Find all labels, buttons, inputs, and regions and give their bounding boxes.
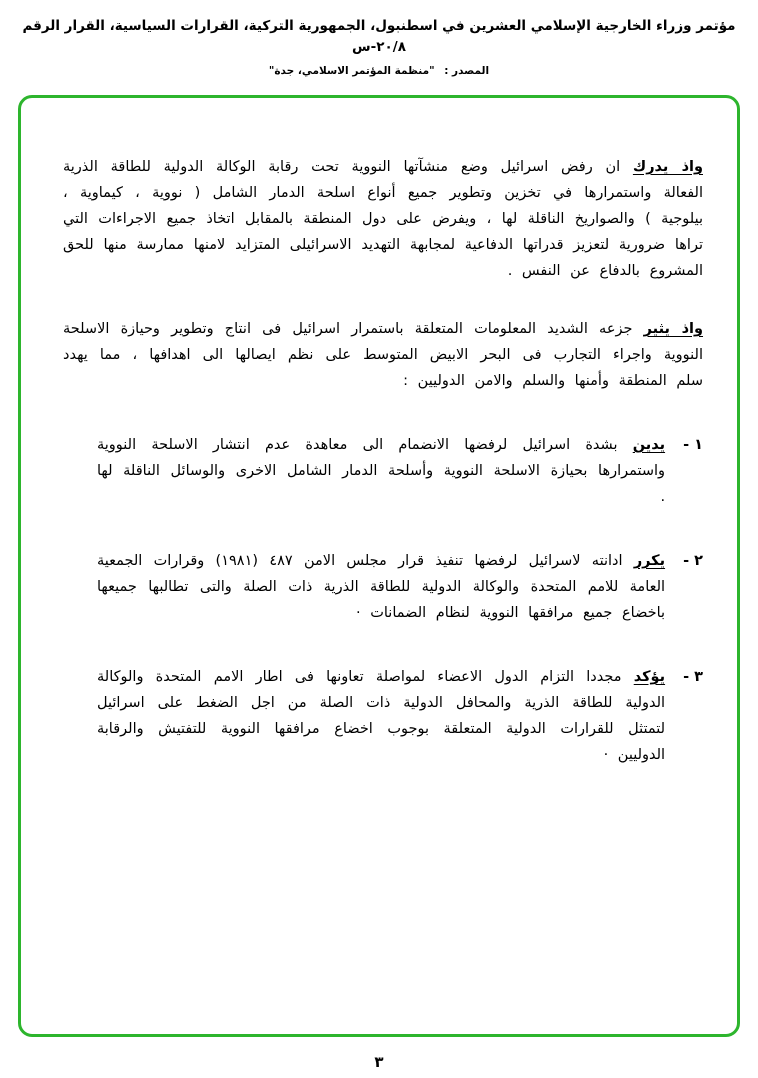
preamble-paragraph-2	[63, 316, 703, 394]
content-frame	[18, 95, 740, 1037]
item-text	[63, 664, 665, 768]
item-lead-word: يكرر	[633, 552, 666, 569]
header-source	[10, 65, 748, 77]
resolution-items	[63, 432, 703, 768]
preamble-paragraph-1	[63, 154, 703, 284]
item-lead-word: يؤكد	[633, 668, 666, 685]
item-text	[63, 432, 665, 510]
source-label: المصدر :	[444, 64, 490, 77]
source-value: "منظمة المؤتمر الاسلامي، جدة"	[268, 64, 435, 77]
item-lead-word: يدين	[632, 436, 666, 453]
item-body-text: مجددا التزام الدول الاعضاء لمواصلة تعاونها فى اطار الامم المتحدة والوكالة الدولية للطاقة الذرية والمحافل الدولية ذات الصلة من اجل الضغط على اسرائيل لتمتثل للقرارات الدولية المتعلقة بوجوب اخضاع مرافقها النووية للتفتيش والرقابة الدوليين ·	[97, 668, 666, 763]
item-text	[63, 548, 665, 626]
item-number: ١ -	[683, 436, 703, 453]
item-body-text: ادانته لاسرائيل لرفضها تنفيذ قرار مجلس الامن ٤٨٧ (١٩٨١) وقرارات الجمعية العامة للامم المتحدة والوكالة الدولية للطاقة الذرية ذات الصلة والتى تطالبها جميعها باخضاع جميع مرافقها النووية لنظام الضمانات ·	[97, 552, 666, 621]
paragraph-lead-word: واذ يثير	[643, 320, 704, 337]
paragraph-lead-word: واذ يدرك	[632, 158, 703, 175]
item-number: ٢ -	[683, 552, 703, 569]
page-number: ٣	[374, 1052, 384, 1071]
list-item	[63, 664, 703, 768]
paragraph-text: ان رفض اسرائيل وضع منشآتها النووية تحت رقابة الوكالة الدولية للطاقة الذرية الفعالة واستمرارها في تخزين وتطوير جميع أنواع اسلحة الدمار الشامل ( نووية ، كيماوية ، بيلوجية ) والصواريخ الناقلة لها ، ويفرض على دول المنطقة بالمقابل اتخاذ جميع الاجراءات التي تراها ضرورية لتعزيز قدراتها الدفاعية لمجابهة التهديد الاسرائيلى المتزايد لامنها ممارسة منها للحق المشروع بالدفاع عن النفس .	[63, 158, 703, 279]
list-item	[63, 548, 703, 626]
paragraph-text: جزعه الشديد المعلومات المتعلقة باستمرار اسرائيل فى انتاج وتطوير وحيازة الاسلحة النووية واجراء التجارب فى البحر الابيض المتوسط على نظم ايصالها الى اهدافها ، مما يهدد سلم المنطقة وأمنها والسلم والامن الدوليين :	[63, 320, 703, 389]
header-title: مؤتمر وزراء الخارجية الإسلامي العشرين في اسطنبول، الجمهورية التركية، القرارات السياسية، القرار الرقم ٢٠/٨-س	[22, 18, 736, 55]
item-number: ٣ -	[683, 668, 703, 685]
document-header	[10, 16, 748, 77]
list-item	[63, 432, 703, 510]
item-body-text: بشدة اسرائيل لرفضها الانضمام الى معاهدة عدم انتشار الاسلحة النووية واستمرارها بحيازة الاسلحة النووية وأسلحة الدمار الشامل الاخرى والوسائل الناقلة لها .	[97, 436, 666, 505]
